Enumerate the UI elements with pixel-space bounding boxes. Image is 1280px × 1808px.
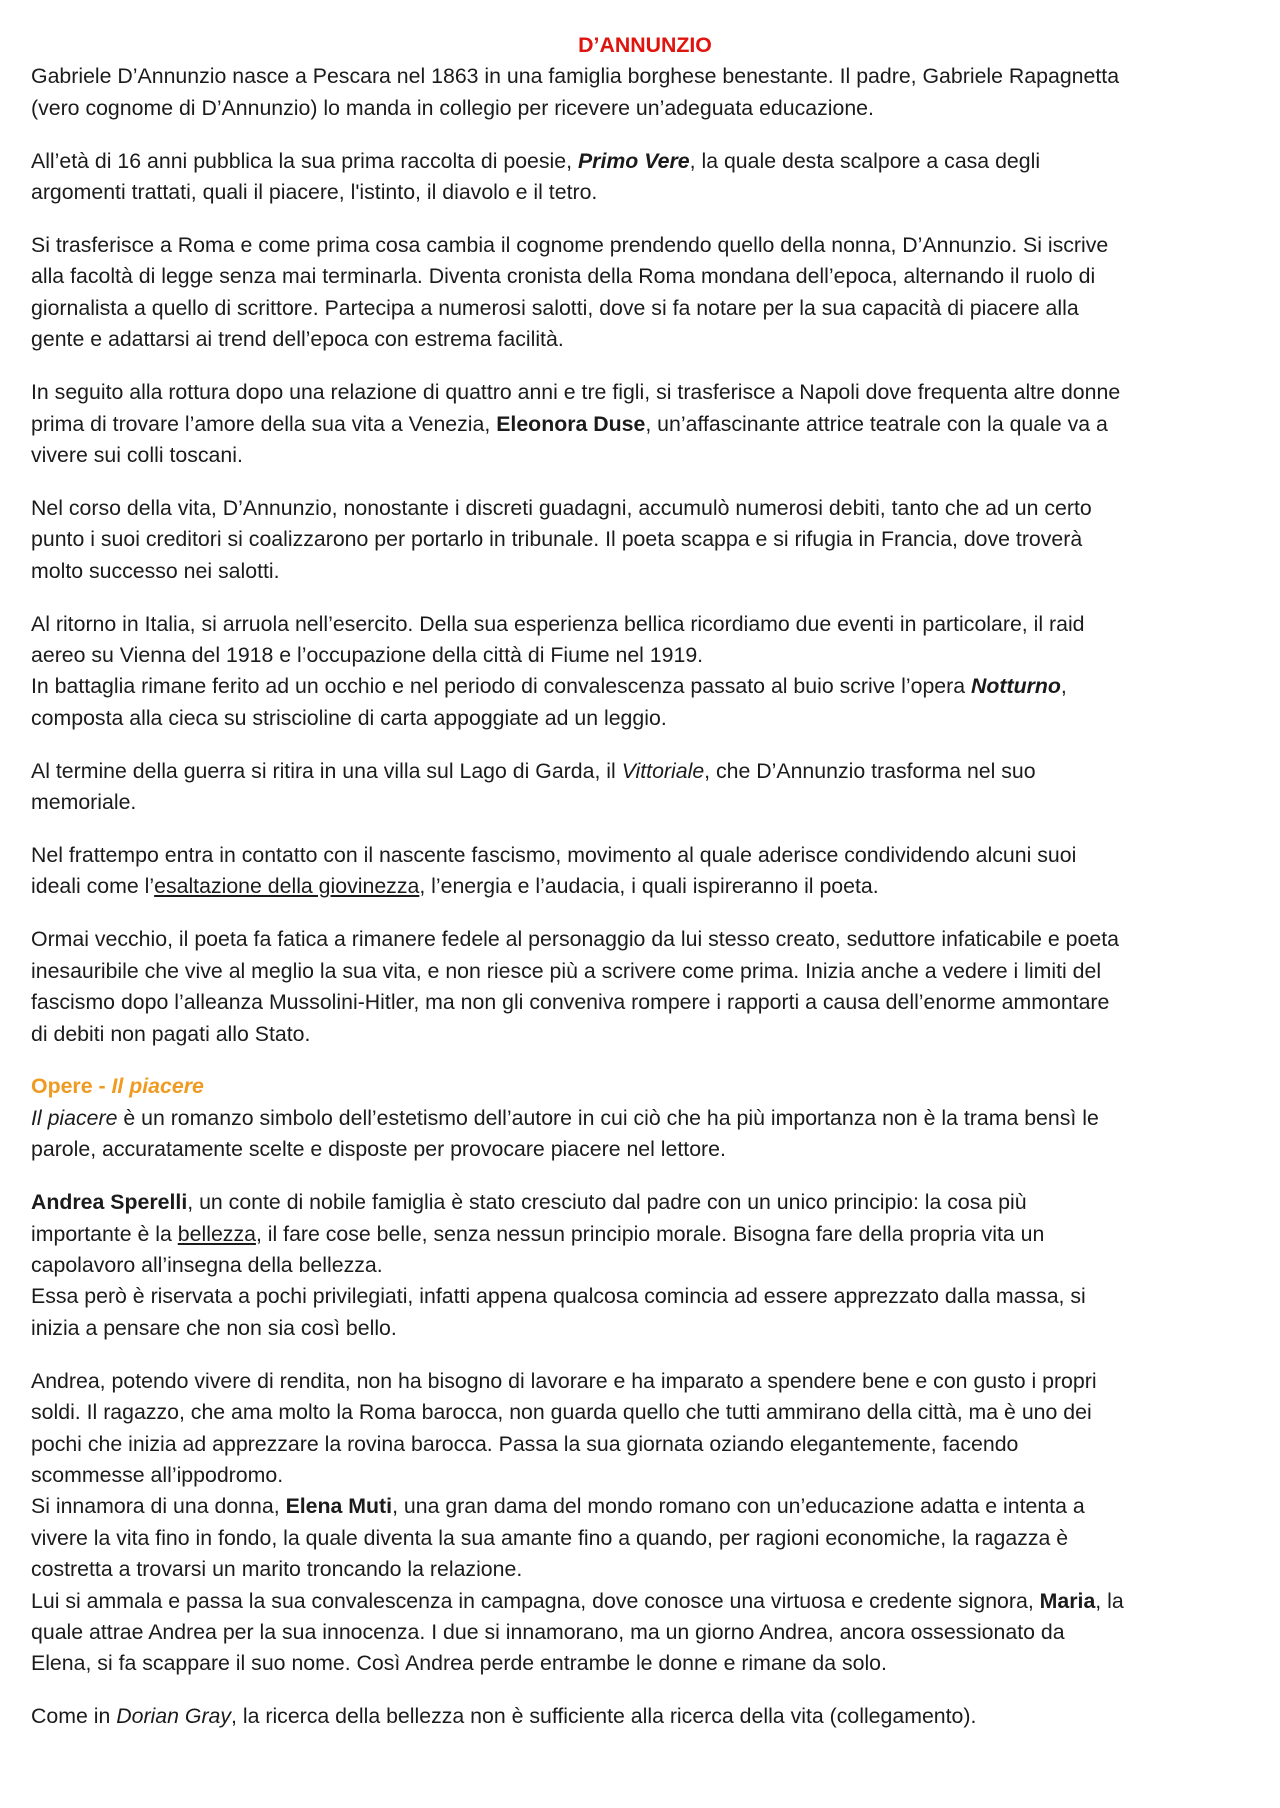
name-maria: Maria bbox=[1039, 1588, 1096, 1613]
page-title: D’ANNUNZIO bbox=[578, 33, 712, 57]
text-line: fascismo dopo l’alleanza Mussolini-Hitler, ma non gli conveniva rompere i rapporti a causa dell’enorme ammontare bbox=[31, 990, 1110, 1015]
text-line: Nel frattempo entra in contatto con il nascente fascismo, movimento al quale aderisce condividendo alcuni suoi bbox=[31, 843, 1077, 868]
text-line: memoriale. bbox=[31, 790, 137, 815]
text-line: alla facoltà di legge senza mai terminarla. Diventa cronista della Roma mondana dell’epoca, alternando il ruolo di bbox=[31, 264, 1096, 289]
paragraph-debts bbox=[31, 493, 1259, 587]
text-line bbox=[31, 1187, 1259, 1218]
text-line bbox=[31, 1491, 1259, 1522]
text-line: argomenti trattati, quali il piacere, l'istinto, il diavolo e il tetro. bbox=[31, 180, 598, 205]
text-segment: , l’energia e l’audacia, i quali ispireranno il poeta. bbox=[419, 874, 879, 899]
text-line: composta alla cieca su striscioline di carta appoggiate ad un leggio. bbox=[31, 705, 667, 730]
text-segment: In battaglia rimane ferito ad un occhio e nel periodo di convalescenza passato al buio scrive l’opera bbox=[31, 674, 971, 699]
text-line: vivere la vita fino in fondo, la quale diventa la sua amante fino a quando, per ragioni economiche, la ragazza è bbox=[31, 1525, 1069, 1550]
section-heading-work: Il piacere bbox=[111, 1074, 204, 1099]
text-line: vivere sui colli toscani. bbox=[31, 442, 243, 467]
text-line: quale attrae Andrea per la sua innocenza. I due si innamorano, ma un giorno Andrea, ancora ossessionato da bbox=[31, 1619, 1065, 1644]
underlined-word: bellezza bbox=[177, 1221, 256, 1246]
text-line: aereo su Vienna del 1918 e l’occupazione della città di Fiume nel 1919. bbox=[31, 643, 704, 667]
text-segment: , che D’Annunzio trasforma nel suo bbox=[704, 758, 1036, 783]
text-segment: , un conte di nobile famiglia è stato cresciuto dal padre con un unico principio: la cosa più bbox=[187, 1190, 1027, 1215]
text-line: Ormai vecchio, il poeta fa fatica a rimanere fedele al personaggio da lui stesso creato, seduttore infaticabile e poeta bbox=[31, 927, 1119, 952]
paragraph-fascism bbox=[31, 840, 1259, 903]
name-andrea-sperelli: Andrea Sperelli bbox=[31, 1190, 188, 1215]
paragraph-rome bbox=[31, 230, 1259, 356]
text-line bbox=[31, 1103, 1259, 1134]
text-segment: , la bbox=[1095, 1588, 1124, 1613]
text-segment: Al termine della guerra si ritira in una villa sul Lago di Garda, il bbox=[31, 758, 622, 783]
text-line bbox=[31, 1701, 1259, 1732]
text-segment: importante è la bbox=[31, 1221, 178, 1246]
text-line: Nel corso della vita, D’Annunzio, nonostante i discreti guadagni, accumulò numerosi debiti, tanto che ad un certo bbox=[31, 495, 1092, 520]
text-line bbox=[31, 756, 1259, 787]
text-line: inesauribile che vive al meglio la sua vita, e non riesce più a scrivere come prima. Inizia anche a vedere i limiti del bbox=[31, 958, 1102, 983]
paragraph-birth bbox=[31, 61, 1259, 124]
text-line: Essa però è riservata a pochi privilegiati, infatti appena qualcosa comincia ad essere apprezzato dalla massa, si bbox=[31, 1284, 1086, 1309]
text-line bbox=[31, 146, 1259, 177]
text-segment: , il fare cose belle, senza nessun principio morale. Bisogna fare della propria vita un bbox=[255, 1221, 1045, 1246]
text-line: pochi che inizia ad apprezzare la rovina barocca. Passa la sua giornata oziando elegantemente, facendo bbox=[31, 1431, 1019, 1456]
text-line bbox=[31, 409, 1259, 440]
paragraph-old-age bbox=[31, 924, 1259, 1050]
text-line: Andrea, potendo vivere di rendita, non ha bisogno di lavorare e ha imparato a spendere bene e con gusto i propri bbox=[31, 1368, 1097, 1393]
text-line: scommesse all’ippodromo. bbox=[31, 1462, 284, 1487]
text-line: Al ritorno in Italia, si arruola nell’esercito. Della sua esperienza bellica ricordiamo due eventi in particolare, il raid bbox=[31, 611, 1085, 636]
text-line: giornalista a quello di scrittore. Partecipa a numerosi salotti, dove si fa notare per la sua capacità di piacere alla bbox=[31, 295, 1079, 320]
text-segment: , una gran dama del mondo romano con un’educazione adatta e intenta a bbox=[392, 1494, 1085, 1519]
text-segment: prima di trovare l’amore della sua vita a Venezia, bbox=[31, 411, 497, 436]
text-line: Gabriele D’Annunzio nasce a Pescara nel 1863 in una famiglia borghese benestante. Il padre, Gabriele Rapagnetta bbox=[31, 64, 1120, 89]
work-title-dorian-gray: Dorian Gray bbox=[116, 1704, 232, 1729]
work-title-il-piacere: Il piacere bbox=[31, 1105, 118, 1130]
name-eleonora-duse: Eleonora Duse bbox=[496, 411, 646, 436]
text-line: In seguito alla rottura dopo una relazione di quattro anni e tre figli, si trasferisce a Napoli dove frequenta altre donne bbox=[31, 380, 1121, 405]
text-line bbox=[31, 871, 1259, 902]
document-page bbox=[31, 30, 1259, 1733]
text-segment: Lui si ammala e passa la sua convalescenza in campagna, dove conosce una virtuosa e credente signora, bbox=[31, 1588, 1040, 1613]
section-heading-il-piacere bbox=[31, 1071, 1259, 1102]
paragraph-plot bbox=[31, 1366, 1259, 1680]
paragraph-andrea bbox=[31, 1187, 1259, 1344]
text-segment: , bbox=[1060, 674, 1067, 699]
text-segment: Come in bbox=[31, 1704, 117, 1729]
paragraph-first-poems bbox=[31, 146, 1259, 209]
text-segment: è un romanzo simbolo dell’estetismo dell’autore in cui ciò che ha più importanza non è la trama bensì le bbox=[117, 1105, 1099, 1130]
text-segment: All’età di 16 anni pubblica la sua prima raccolta di poesie, bbox=[31, 148, 578, 173]
underlined-phrase: esaltazione della giovinezza bbox=[154, 874, 420, 899]
text-line bbox=[31, 1586, 1259, 1617]
text-segment: , la quale desta scalpore a casa degli bbox=[689, 148, 1041, 173]
text-line: parole, accuratamente scelte e disposte per provocare piacere nel lettore. bbox=[31, 1137, 726, 1162]
text-line bbox=[31, 1219, 1259, 1250]
paragraph-vittoriale bbox=[31, 756, 1259, 819]
name-elena-muti: Elena Muti bbox=[285, 1494, 393, 1519]
text-segment: ideali come l’ bbox=[31, 874, 155, 899]
place-vittoriale: Vittoriale bbox=[621, 758, 705, 783]
text-line: di debiti non pagati allo Stato. bbox=[31, 1021, 311, 1046]
work-title-primo-vere: Primo Vere bbox=[577, 148, 690, 173]
text-line: gente e adattarsi ai trend dell’epoca con estrema facilità. bbox=[31, 327, 564, 352]
text-segment: Si innamora di una donna, bbox=[31, 1494, 286, 1519]
work-title-notturno: Notturno bbox=[971, 674, 1061, 699]
paragraph-dorian-gray bbox=[31, 1701, 1259, 1732]
section-heading-prefix: Opere - bbox=[31, 1074, 112, 1099]
text-line: Si trasferisce a Roma e come prima cosa cambia il cognome prendendo quello della nonna, D’Annunzio. Si iscrive bbox=[31, 233, 1109, 258]
paragraph-piacere-intro bbox=[31, 1103, 1259, 1166]
text-line: capolavoro all’insegna della bellezza. bbox=[31, 1253, 383, 1277]
paragraph-war bbox=[31, 609, 1259, 735]
text-line: Elena, si fa scappare il suo nome. Così Andrea perde entrambe le donne e rimane da solo. bbox=[31, 1651, 887, 1676]
text-line: (vero cognome di D’Annunzio) lo manda in collegio per ricevere un’adeguata educazione. bbox=[31, 95, 874, 120]
text-segment: , la ricerca della bellezza non è sufficiente alla ricerca della vita (collegamento). bbox=[231, 1704, 977, 1729]
text-segment: , un’affascinante attrice teatrale con la quale va a bbox=[645, 411, 1108, 436]
text-line: inizia a pensare che non sia così bello. bbox=[31, 1315, 397, 1340]
text-line: punto i suoi creditori si coalizzarono per portarlo in tribunale. Il poeta scappa e si rifugia in Francia, dove troverà bbox=[31, 527, 1083, 552]
text-line: molto successo nei salotti. bbox=[31, 558, 280, 583]
paragraph-naples bbox=[31, 377, 1259, 471]
text-line: soldi. Il ragazzo, che ama molto la Roma barocca, non guarda quello che tutti ammirano della città, ma è uno dei bbox=[31, 1400, 1092, 1425]
text-line bbox=[31, 671, 1259, 702]
text-line: costretta a trovarsi un marito troncando la relazione. bbox=[31, 1557, 523, 1582]
